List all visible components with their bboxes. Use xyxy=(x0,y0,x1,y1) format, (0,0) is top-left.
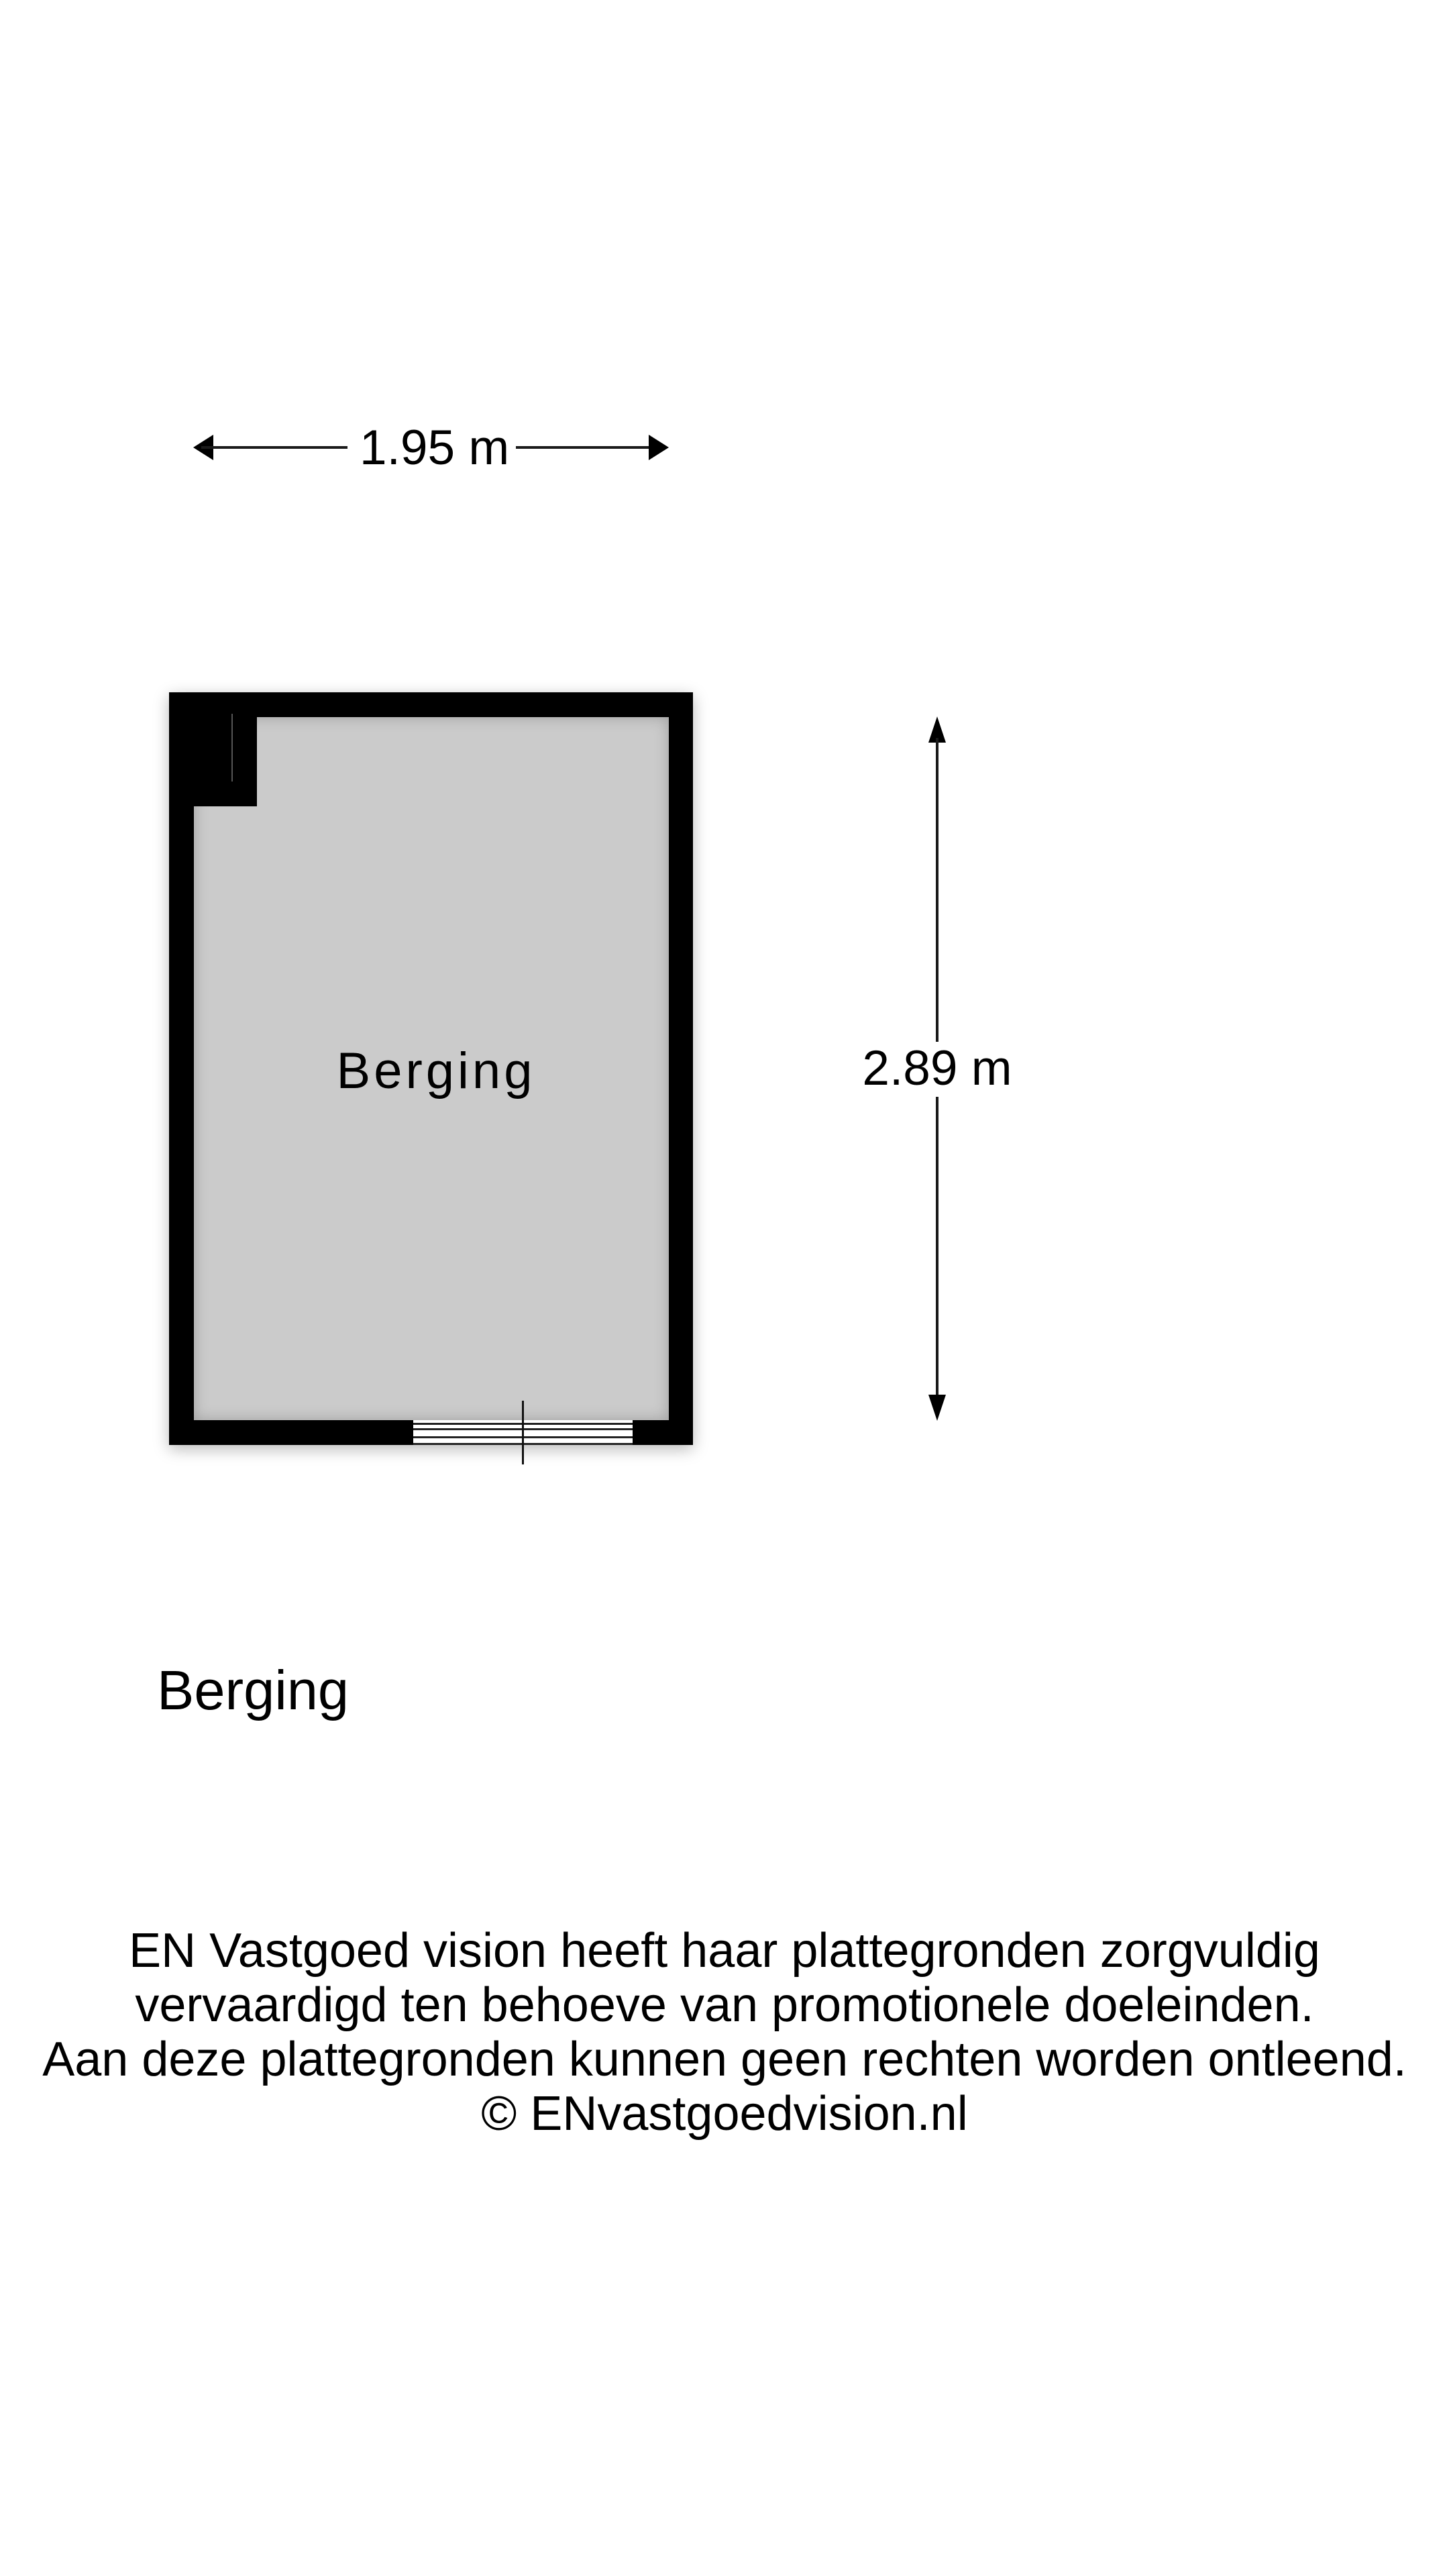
copyright-line: © ENvastgoedvision.nl xyxy=(481,2087,968,2141)
floor-label: Berging xyxy=(157,1659,350,1721)
room-label: Berging xyxy=(336,1042,536,1099)
width-dimension-label: 1.95 m xyxy=(360,421,510,475)
door-marker-line xyxy=(522,1401,524,1464)
arrow-down-icon xyxy=(928,1395,946,1421)
corner-pillar xyxy=(194,717,257,806)
height-dimension-line-top xyxy=(936,738,938,1042)
width-dimension-line-right xyxy=(516,446,650,449)
pillar-detail-line xyxy=(231,714,233,782)
disclaimer-line: vervaardigd ten behoeve van promotionele doeleinden. xyxy=(135,1978,1314,2032)
disclaimer-line: Aan deze plattegronden kunnen geen rechten worden ontleend. xyxy=(42,2033,1407,2086)
height-dimension-line-bottom xyxy=(936,1097,938,1396)
arrow-right-icon xyxy=(649,435,669,460)
height-dimension-label: 2.89 m xyxy=(862,1041,1012,1095)
width-dimension-line-left xyxy=(201,446,347,449)
disclaimer-line: EN Vastgoed vision heeft haar plattegronden zorgvuldig xyxy=(129,1924,1320,1978)
disclaimer xyxy=(0,1924,1449,2141)
